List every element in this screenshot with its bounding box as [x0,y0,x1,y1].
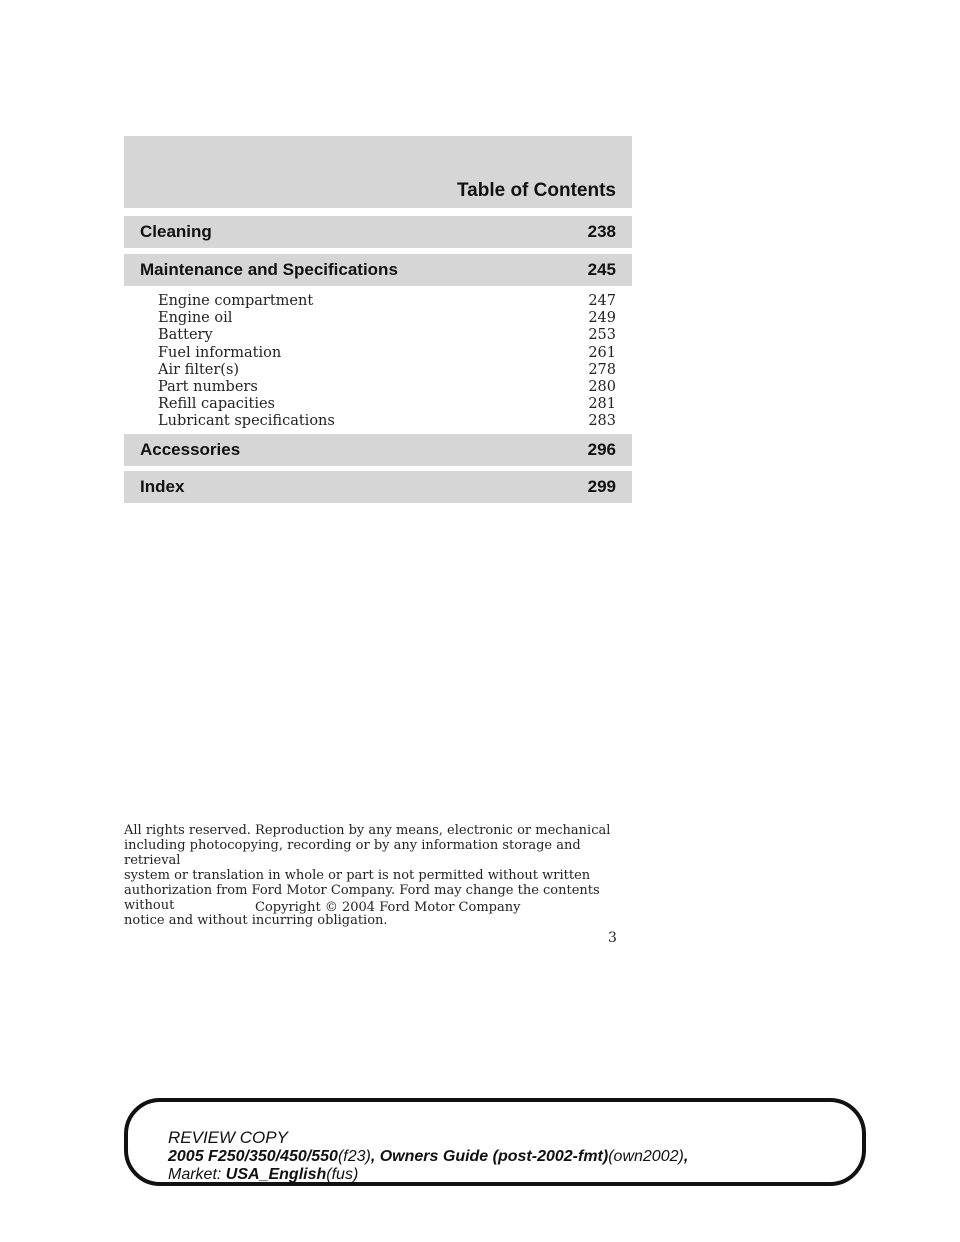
page-number: 3 [608,930,617,946]
toc-header-band [124,136,632,208]
copyright-notice: Copyright © 2004 Ford Motor Company [255,900,521,915]
section-page: 245 [587,260,616,279]
section-title: Cleaning [140,222,212,241]
subitem-page: 283 [588,413,616,430]
review-copy-banner [124,1098,866,1186]
toc-section-cleaning [124,216,632,248]
list-item [158,379,616,396]
review-separator: , [683,1148,689,1165]
review-separator: , [370,1148,380,1165]
subitem-title: Battery [158,327,213,344]
list-item [158,345,616,362]
section-title: Maintenance and Specifications [140,260,398,279]
page-title: Table of Contents [456,180,616,201]
list-item [158,396,616,413]
subitem-title: Engine compartment [158,293,314,309]
legal-line: All rights reserved. Reproduction by any means, electronic or mechanical [124,823,611,838]
review-guide-code: (own2002) [608,1148,684,1165]
list-item [158,413,616,430]
subitem-page: 249 [588,310,616,327]
toc-subitems [158,293,616,431]
subitem-page: 247 [588,293,616,309]
subitem-page: 278 [588,361,616,378]
section-title: Index [140,477,185,496]
toc-section-index [124,471,632,503]
toc-section-maintenance [124,254,632,286]
review-guide: Owners Guide (post-2002-fmt) [379,1148,609,1165]
legal-line: notice and without incurring obligation. [124,913,388,928]
subitem-title: Lubricant specifications [158,413,335,430]
section-title: Accessories [140,440,241,459]
subitem-title: Engine oil [158,310,233,327]
subitem-title: Air filter(s) [158,361,240,378]
list-item [158,293,616,310]
subitem-title: Part numbers [158,379,258,396]
list-item [158,327,616,344]
review-model: 2005 F250/350/450/550 [168,1148,338,1165]
section-page: 296 [587,440,616,459]
section-page: 238 [587,222,616,241]
subitem-page: 281 [588,396,616,413]
review-market: USA_English [225,1166,327,1183]
review-model-code: (f23) [337,1148,371,1165]
subitem-page: 261 [588,344,616,361]
legal-line: system or translation in whole or part is not permitted without written [124,868,591,883]
review-market-line [168,1166,358,1184]
subitem-title: Fuel information [158,344,282,361]
review-market-code: (fus) [326,1166,359,1183]
subitem-page: 280 [588,379,616,396]
subitem-title: Refill capacities [158,396,275,413]
toc-section-accessories [124,434,632,466]
legal-line: authorization from Ford Motor Company. Ford may change the contents without [124,883,600,913]
list-item [158,362,616,379]
review-copy-label: REVIEW COPY [168,1128,288,1147]
subitem-page: 253 [588,327,616,344]
legal-line: including photocopying, recording or by any information storage and retrieval [124,838,581,868]
list-item [158,310,616,327]
section-page: 299 [587,477,616,496]
review-market-label: Market: [168,1166,222,1183]
review-product-line [168,1148,688,1166]
